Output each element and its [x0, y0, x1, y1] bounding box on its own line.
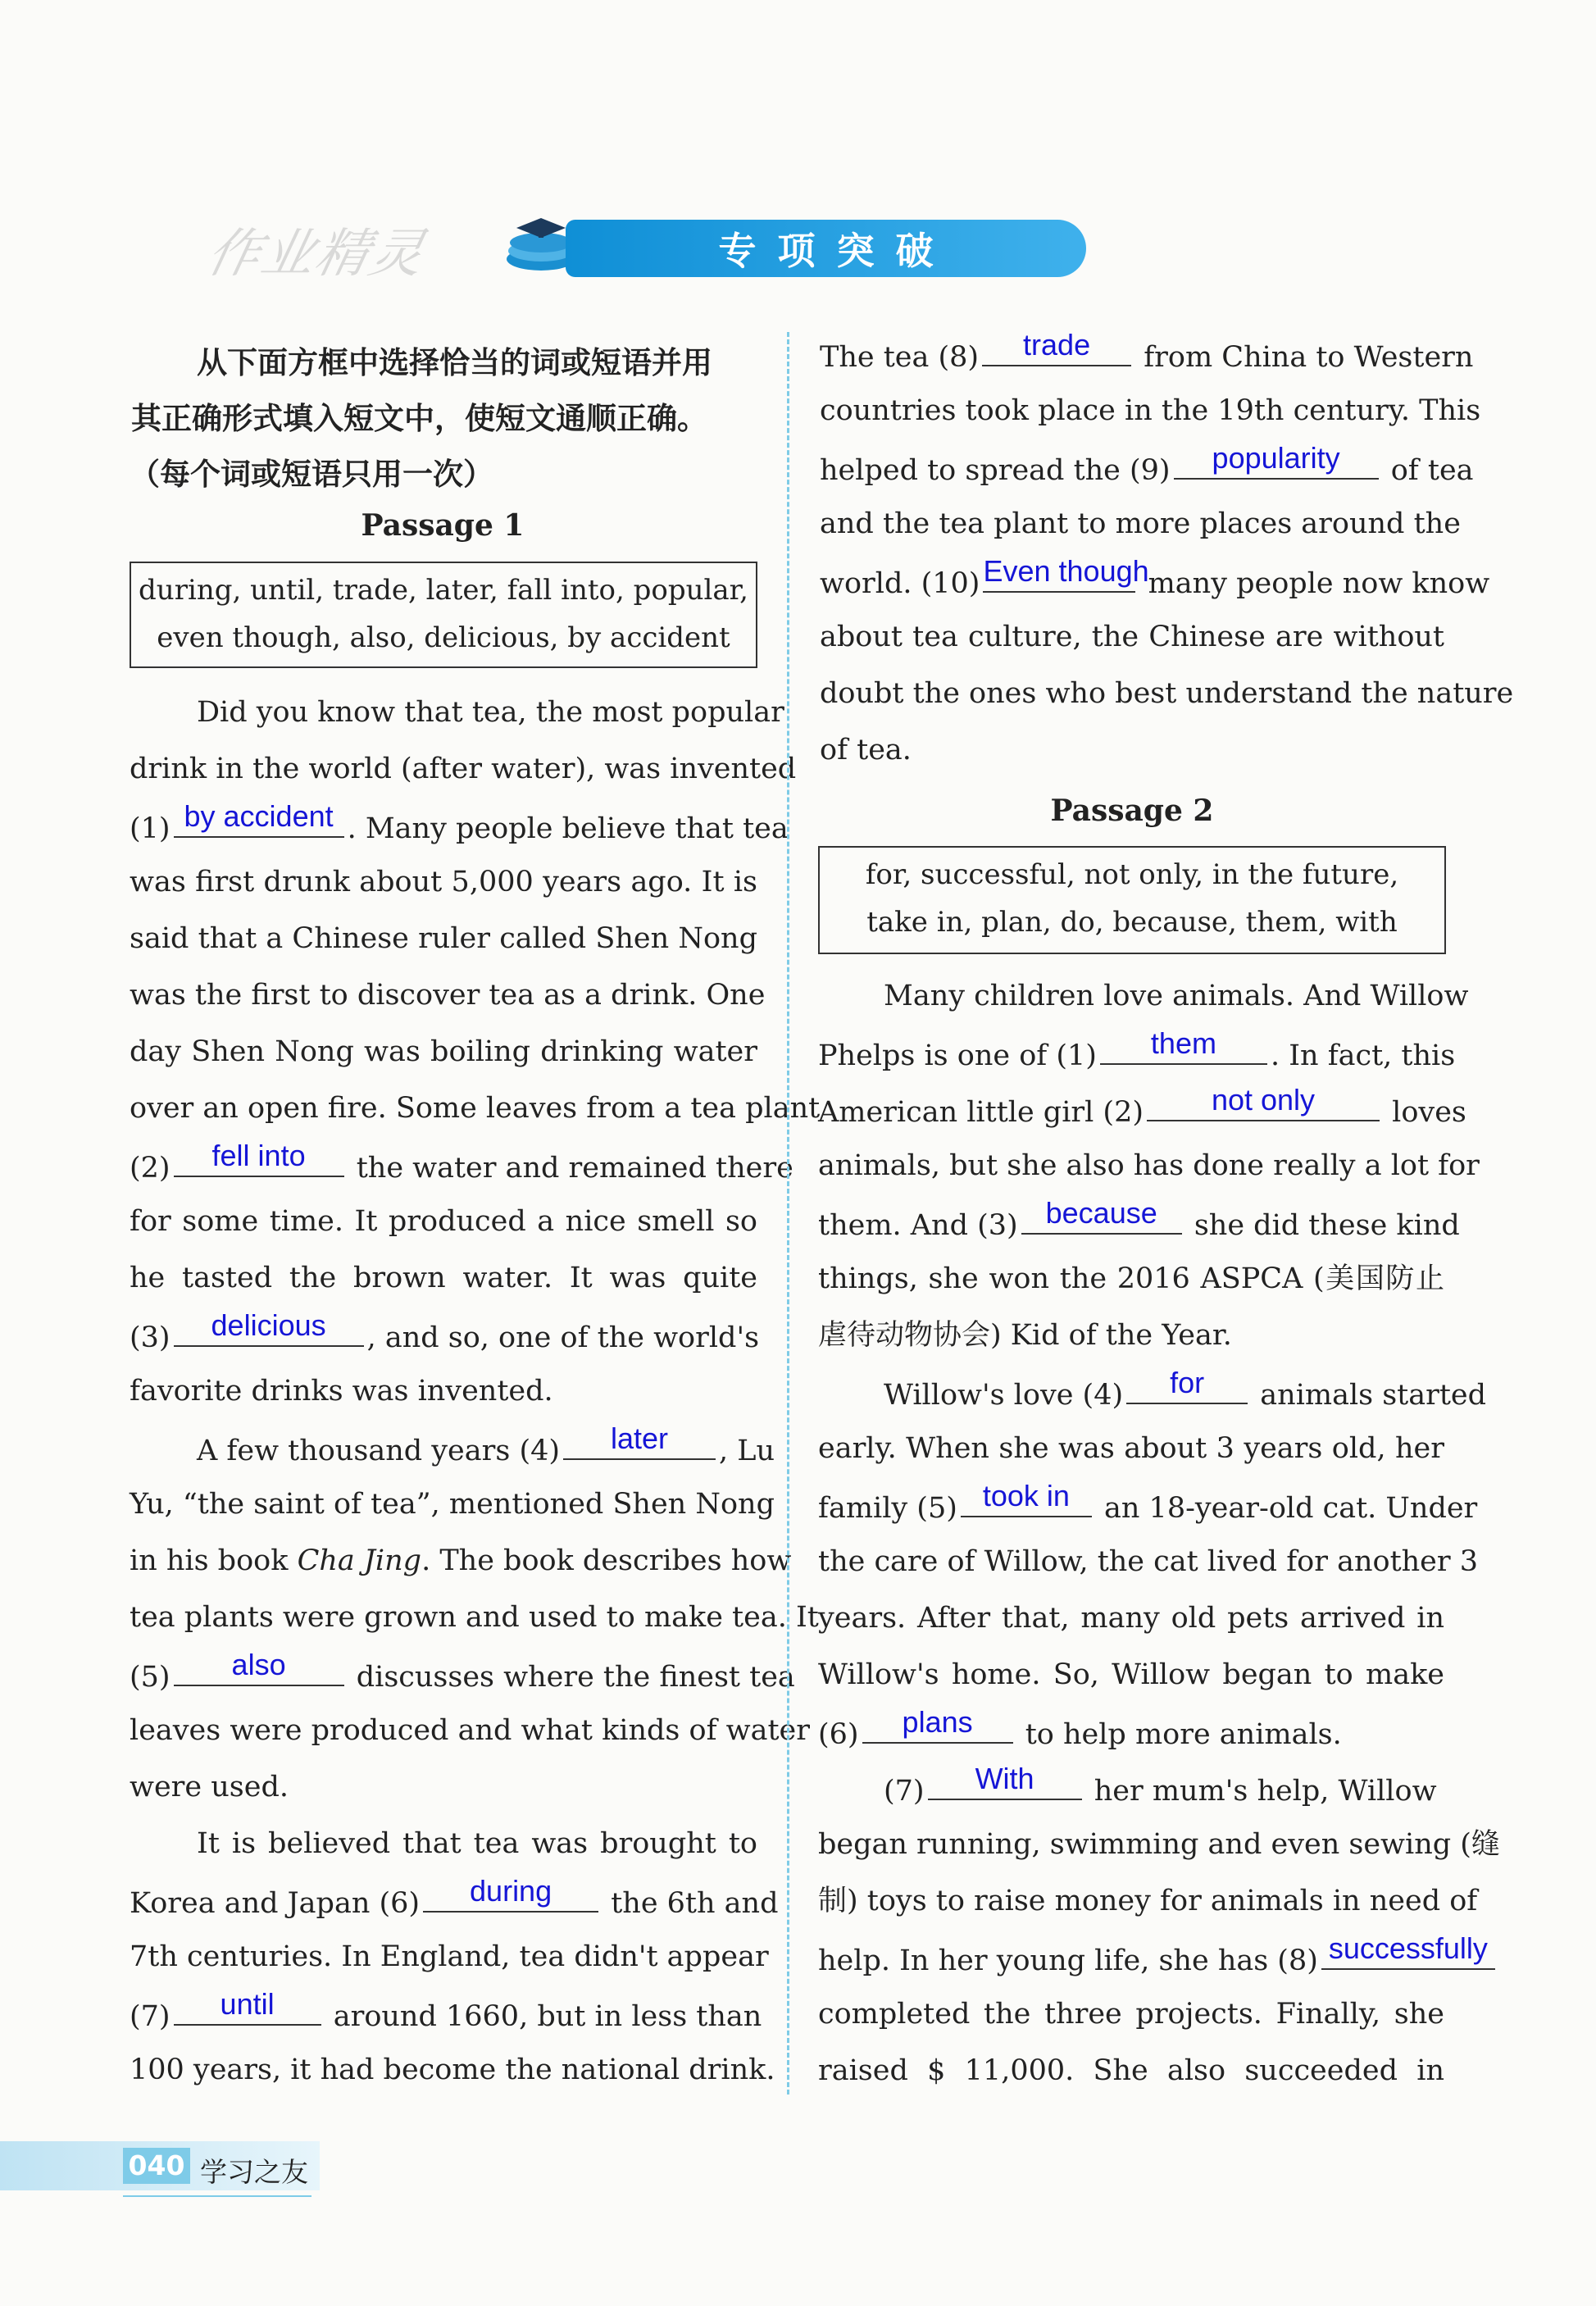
p2-answer-blank-1[interactable] [1100, 1026, 1267, 1065]
p2-line: began running, swimming and even sewing (缝 [818, 1828, 1500, 1861]
p2-line: them. And (3) because she did these kind [818, 1196, 1460, 1242]
p1-line: and the tea plant to more places around the [820, 507, 1461, 540]
p1-line: tea plants were grown and used to make tea. It [130, 1601, 819, 1634]
instruction-line-3: （每个词或短语只用一次） [130, 457, 493, 492]
answer-2: fell into [211, 1139, 306, 1172]
p2-line: animals, but she also has done really a lot for [818, 1149, 1480, 1182]
answer-6: during [470, 1874, 552, 1908]
p1-line: Did you know that tea, the most popular [197, 696, 784, 729]
p2-line: (7) With her mum's help, Willow [884, 1762, 1437, 1808]
answer-5: also [231, 1648, 286, 1681]
p2-line: completed the three projects. Finally, she [818, 1998, 1444, 2031]
p2-answer-blank-4[interactable] [1126, 1366, 1248, 1404]
p1-line: over an open fire. Some leaves from a tea plant [130, 1092, 821, 1125]
p1-line: (1) by accident . Many people believe that tea [130, 799, 789, 845]
p1-line: was the first to discover tea as a drink. One [130, 979, 766, 1012]
p2-line: 制) toys to raise money for animals in need of [818, 1885, 1478, 1917]
p2-line: Willow's love (4) for animals started [884, 1366, 1487, 1412]
p1-line: A few thousand years (4) later , Lu [197, 1421, 775, 1467]
answer-8: trade [1023, 328, 1091, 362]
p2-line: Phelps is one of (1) them . In fact, this [818, 1026, 1456, 1072]
instruction-line-1: 从下面方框中选择恰当的词或短语并用 [197, 345, 712, 380]
p1-line: day Shen Nong was boiling drinking water [130, 1035, 757, 1068]
p1-line: were used. [130, 1771, 289, 1803]
p2-answer-2: not only [1211, 1083, 1316, 1117]
p2-answer-5: took in [982, 1479, 1070, 1512]
p1-line: in his book Cha Jing. The book describes how [130, 1544, 792, 1577]
column-divider [787, 332, 789, 2095]
p2-answer-6: plans [902, 1705, 973, 1739]
p2-line: Many children love animals. And Willow [884, 980, 1469, 1012]
passage1-box-line-1: during, until, trade, later, fall into, popular, [139, 574, 748, 607]
passage1-title: Passage 1 [361, 508, 525, 543]
p1-line: 100 years, it had become the national drink. [130, 2054, 775, 2086]
answer-7: until [220, 1987, 275, 2021]
p1-line: for some time. It produced a nice smell so [130, 1205, 757, 1238]
section-title: 专项突破 [718, 229, 955, 273]
answer-4: later [611, 1421, 669, 1455]
answer-blank-1[interactable] [174, 799, 344, 838]
p2-answer-1: them [1150, 1026, 1216, 1060]
p1-line: Korea and Japan (6) during the 6th and [130, 1874, 779, 1920]
p1-line: of tea. [820, 734, 912, 766]
answer-10: Even though [983, 554, 1149, 588]
passage1-box-line-2: even though, also, delicious, by accident [157, 621, 730, 654]
passage2-title: Passage 2 [1050, 794, 1214, 828]
p1-line: (3) delicious , and so, one of the world's [130, 1308, 760, 1354]
p1-line: countries took place in the 19th century. This [820, 394, 1481, 427]
p2-line: help. In her young life, she has (8) successfully [818, 1944, 1498, 1976]
answer-1: by accident [184, 799, 334, 833]
p2-line: raised $ 11,000. She also succeeded in [818, 2054, 1444, 2087]
p2-line: family (5) took in an 18-year-old cat. Under [818, 1479, 1478, 1525]
section-banner [566, 220, 1086, 277]
footer-label: 学习之友 [200, 2156, 308, 2188]
answer-blank-10[interactable] [983, 554, 1149, 593]
passage2-box-line-2: take in, plan, do, because, them, with [866, 906, 1398, 939]
answer-3: delicious [211, 1308, 326, 1342]
p2-line: (6) plans to help more animals. [818, 1705, 1342, 1751]
p1-line: leaves were produced and what kinds of water [130, 1714, 811, 1747]
p2-line: the care of Willow, the cat lived for another 3 [818, 1545, 1479, 1578]
p2-line: Willow's home. So, Willow began to make [818, 1658, 1444, 1691]
p1-line: helped to spread the (9) popularity of tea [820, 441, 1474, 487]
answer-blank-9[interactable] [1174, 441, 1379, 480]
p1-line: 7th centuries. In England, tea didn't appear [130, 1940, 769, 1973]
p1-line: doubt the ones who best understand the nature [820, 677, 1514, 710]
p1-line: he tasted the brown water. It was quite [130, 1262, 757, 1294]
answer-blank-8[interactable] [982, 328, 1131, 366]
p1-line: about tea culture, the Chinese are without [820, 621, 1444, 653]
answer-blank-6[interactable] [423, 1874, 598, 1913]
p2-answer-3: because [1045, 1196, 1157, 1230]
answer-9: popularity [1212, 441, 1340, 475]
p2-answer-blank-2[interactable] [1147, 1083, 1380, 1121]
passage2-box-line-1: for, successful, not only, in the future, [865, 858, 1399, 891]
p2-answer-8: successfully [1328, 1931, 1488, 1965]
p2-answer-blank-8[interactable] [1321, 1931, 1495, 1970]
p1-line: It is believed that tea was brought to [197, 1827, 757, 1860]
p1-line: favorite drinks was invented. [130, 1375, 553, 1408]
p1-line: said that a Chinese ruler called Shen Nong [130, 922, 757, 955]
answer-blank-7[interactable] [174, 1987, 321, 2026]
passage2-word-box [818, 846, 1446, 954]
p2-answer-blank-5[interactable] [961, 1479, 1092, 1517]
p1-line: world. (10) Even though many people now know [820, 554, 1490, 600]
p1-line: drink in the world (after water), was invented [130, 753, 797, 785]
p2-answer-7: With [975, 1762, 1034, 1795]
instruction-line-2: 其正确形式填入短文中，使短文通顺正确。 [131, 401, 707, 436]
p2-line: American little girl (2) not only loves [818, 1083, 1466, 1129]
answer-blank-4[interactable] [563, 1421, 716, 1460]
footer-rule [123, 2195, 311, 2197]
p2-line: 虐待动物协会) Kid of the Year. [818, 1319, 1232, 1352]
answer-blank-2[interactable] [174, 1139, 344, 1177]
p2-answer-blank-3[interactable] [1021, 1196, 1182, 1235]
p2-answer-blank-6[interactable] [862, 1705, 1013, 1744]
p1-line: (7) until around 1660, but in less than [130, 1987, 762, 2033]
p1-line: (2) fell into the water and remained there [130, 1139, 793, 1185]
p1-line: Yu, “the saint of tea”, mentioned Shen Nong [130, 1488, 775, 1521]
page-number: 040 [123, 2148, 190, 2184]
watermark: 作业精灵 [201, 224, 431, 284]
p2-line: years. After that, many old pets arrived in [818, 1602, 1444, 1635]
p2-answer-blank-7[interactable] [928, 1762, 1082, 1800]
passage1-word-box [130, 562, 757, 668]
p2-line: things, she won the 2016 ASPCA (美国防止 [818, 1262, 1444, 1295]
p1-line: The tea (8) trade from China to Western [820, 328, 1474, 374]
answer-blank-3[interactable] [174, 1308, 364, 1347]
p2-line: early. When she was about 3 years old, her [818, 1432, 1444, 1465]
p1-line: was first drunk about 5,000 years ago. It is [130, 866, 757, 898]
p2-answer-4: for [1170, 1366, 1205, 1399]
answer-blank-5[interactable] [174, 1648, 344, 1686]
p1-line: (5) also discusses where the finest tea [130, 1648, 795, 1694]
